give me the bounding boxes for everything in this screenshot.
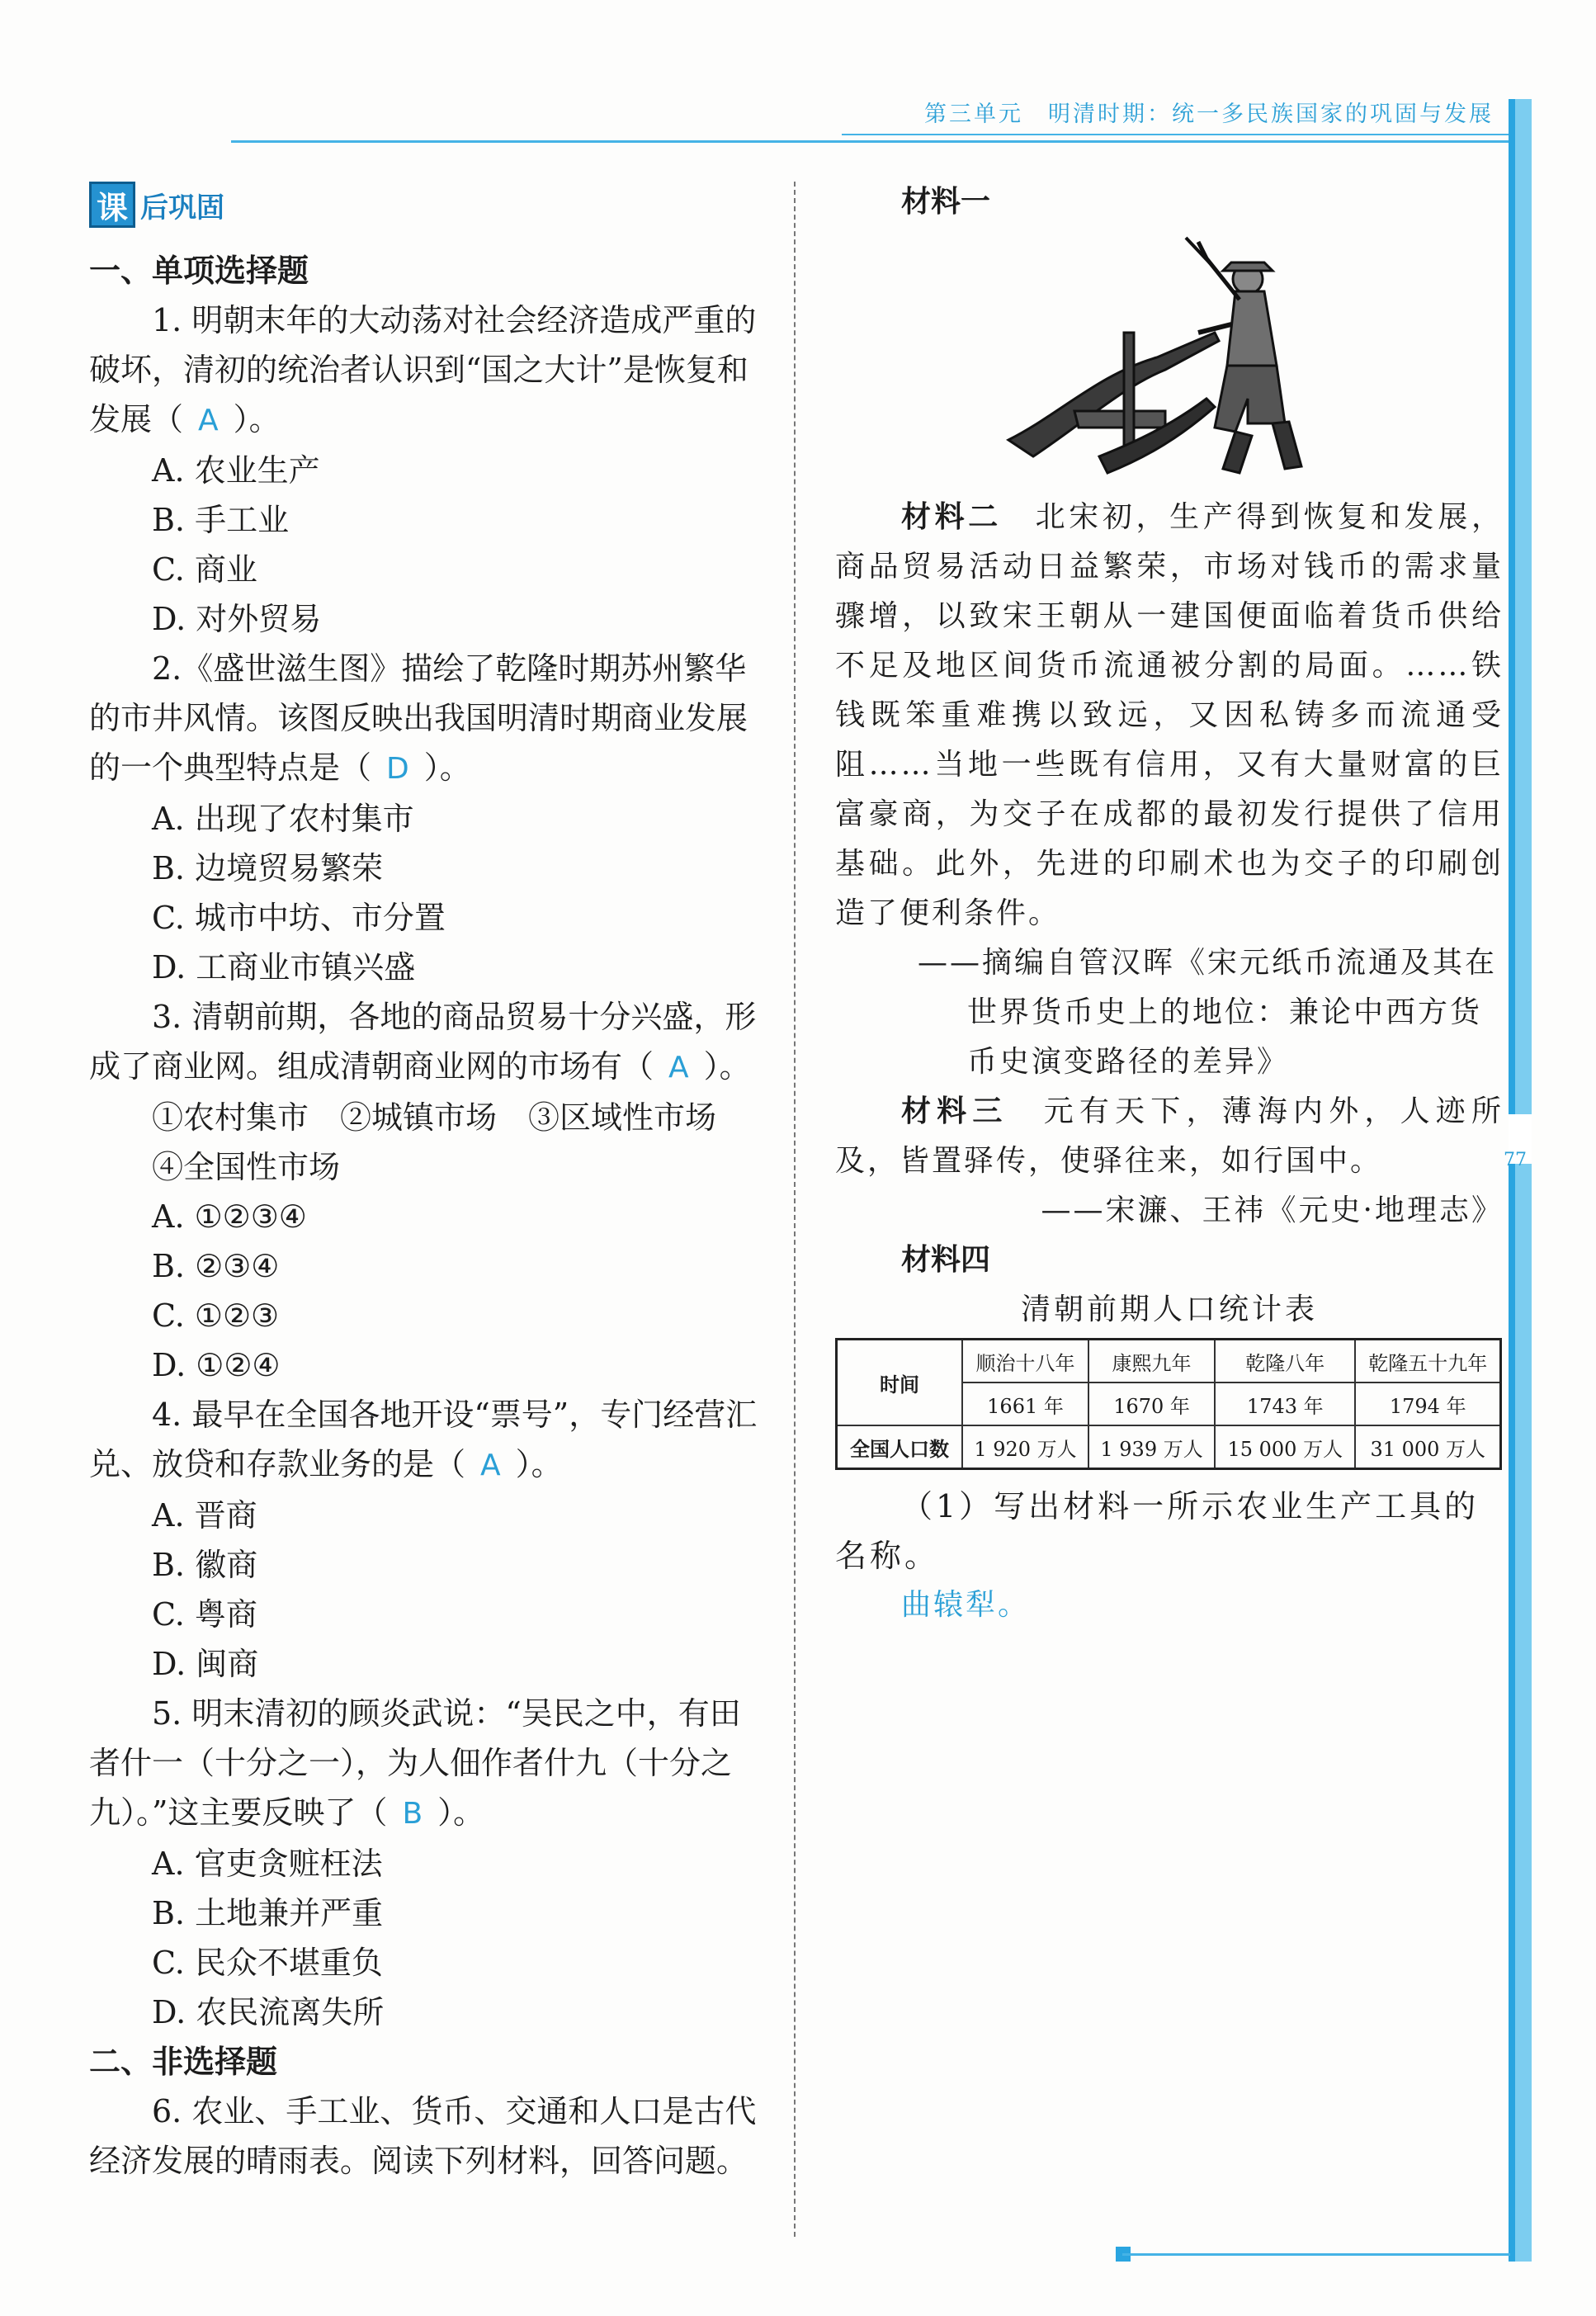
table-cell-year: 1794 年 (1355, 1383, 1500, 1425)
section-title-single-choice: 一、单项选择题 (89, 253, 309, 289)
population-table-title: 清朝前期人口统计表 (1020, 1293, 1318, 1326)
question-5-option-a: A. 官吏贪赃枉法 (152, 1846, 383, 1882)
question-1-answer: A (198, 404, 219, 437)
question-3-statements-line-2: ④全国性市场 (152, 1149, 341, 1185)
question-2-option-c: C. 城市中坊、市分置 (152, 900, 446, 936)
table-row-label-population: 全国人口数 (837, 1425, 963, 1469)
table-cell-reign: 康熙九年 (1088, 1340, 1215, 1383)
question-3-statements-line-1: ①农村集市 ②城镇市场 ③区域性市场 (152, 1099, 717, 1136)
question-3-answer: A (668, 1051, 689, 1085)
material-2-paragraph: 材料二 北宋初，生产得到恢复和发展，商品贸易活动日益繁荣，市场对钱币的需求量骤增，以致宋王朝从一建国便面临着货币供给不足及地区间货币流通被分割的局面。……铁钱既笨重难携以致远，又因私铸多而流通受阻……当地一些既有信用，又有大量财富的巨富豪商，为交子在成都的最初发行提供了信用基础。此外，先进的印刷术也为交子的印刷创造了便利条件。 (835, 500, 1504, 930)
question-3-option-b: B. ②③④ (152, 1248, 280, 1284)
material-2-label: 材料二 (901, 500, 1002, 534)
question-4-option-c: C. 粤商 (152, 1596, 257, 1633)
question-2-stem: 2.《盛世滋生图》描绘了乾隆时期苏州繁华的市井风情。该图反映出我国明清时期商业发展的一个典型特点是（ D ）。 (89, 650, 748, 786)
unit-header-title: 第三单元 明清时期：统一多民族国家的巩固与发展 (924, 102, 1494, 127)
sub-question-1: （1）写出材料一所示农业生产工具的名称。 (835, 1488, 1480, 1574)
question-1-option-b: B. 手工业 (152, 502, 290, 538)
question-1-option-d: D. 对外贸易 (152, 601, 322, 637)
sub-question-1-answer: 曲辕犁。 (901, 1588, 1031, 1622)
question-1-option-a: A. 农业生产 (152, 452, 320, 489)
material-2-source: ——摘编自管汉晖《宋元纸币流通及其在世界货币史上的地位：兼论中西方货币史演变路径的差异》 (918, 946, 1498, 1079)
table-cell-year: 1743 年 (1215, 1383, 1355, 1425)
table-row (837, 1425, 1501, 1469)
question-4-option-a: A. 晋商 (152, 1497, 257, 1534)
question-5-option-c: C. 民众不堪重负 (152, 1945, 383, 1981)
material-3-source: ——宋濂、王祎《元史·地理志》 (1041, 1193, 1504, 1227)
page-number: 77 (1504, 1150, 1527, 1170)
question-3-option-d: D. ①②④ (152, 1347, 281, 1383)
material-4-label: 材料四 (901, 1243, 991, 1277)
question-5-option-d: D. 农民流离失所 (152, 1994, 385, 2030)
section-title-non-choice: 二、非选择题 (89, 2044, 278, 2080)
question-3-option-c: C. ①②③ (152, 1297, 280, 1334)
question-1-stem: 1. 明朝末年的大动荡对社会经济造成严重的破坏，清初的统治者认识到“国之大计”是恢复和发展（ A ）。 (89, 302, 757, 437)
material-3-paragraph: 材料三 元有天下，薄海内外，人迹所及，皆置驿传，使驿往来，如行国中。 (835, 1094, 1504, 1178)
question-2-option-b: B. 边境贸易繁荣 (152, 850, 384, 886)
population-table (835, 1338, 1502, 1470)
question-3-option-a: A. ①②③④ (152, 1198, 307, 1235)
table-row-label-time: 时间 (837, 1340, 963, 1426)
table-cell-reign: 乾隆五十九年 (1355, 1340, 1500, 1383)
right-margin-band (1515, 99, 1532, 2262)
question-4-option-d: D. 闽商 (152, 1646, 259, 1682)
table-cell-population: 31 000 万人 (1355, 1425, 1500, 1469)
table-cell-year: 1670 年 (1088, 1383, 1215, 1425)
table-cell-population: 1 939 万人 (1088, 1425, 1215, 1469)
question-6-stem: 6. 农业、手工业、货币、交通和人口是古代经济发展的晴雨表。阅读下列材料，回答问题。 (89, 2093, 757, 2179)
plough-farmer-icon (1000, 234, 1347, 481)
question-1-option-c: C. 商业 (152, 551, 257, 588)
question-4-option-b: B. 徽商 (152, 1547, 258, 1583)
table-cell-reign: 顺治十八年 (962, 1340, 1088, 1383)
question-3-stem: 3. 清朝前期，各地的商品贸易十分兴盛，形成了商业网。组成清朝商业网的市场有（ A ）。 (89, 999, 757, 1085)
material-3-label: 材料三 (901, 1094, 1008, 1128)
ke-badge-icon: 课 (89, 182, 135, 228)
header-rule-upper (842, 134, 1510, 135)
right-margin-band-dark (1509, 99, 1515, 2262)
right-column (835, 177, 1504, 1630)
table-cell-population: 15 000 万人 (1215, 1425, 1355, 1469)
table-cell-reign: 乾隆八年 (1215, 1340, 1355, 1383)
question-2-option-a: A. 出现了农村集市 (152, 801, 414, 837)
question-2-option-d: D. 工商业市镇兴盛 (152, 949, 416, 985)
column-divider (794, 182, 796, 2237)
footer-rule (1122, 2253, 1510, 2256)
question-4-answer: A (480, 1449, 501, 1482)
header-rule (231, 140, 1510, 143)
material-1-label: 材料一 (901, 185, 991, 219)
table-cell-year: 1661 年 (962, 1383, 1088, 1425)
ke-badge-text: 后巩固 (140, 191, 224, 225)
after-class-badge (89, 182, 758, 228)
question-4-stem: 4. 最早在全国各地开设“票号”，专门经营汇兑、放贷和存款业务的是（ A ）。 (89, 1397, 758, 1482)
table-row (837, 1340, 1501, 1383)
material-1-figure (835, 234, 1504, 481)
question-5-answer: B (402, 1797, 423, 1831)
question-5-stem: 5. 明末清初的顾炎武说：“吴民之中，有田者什一（十分之一），为人佃作者什九（十分之九）。”这主要反映了（ B ）。 (89, 1695, 741, 1831)
question-5-option-b: B. 土地兼并严重 (152, 1895, 384, 1931)
left-column (89, 182, 758, 2186)
table-cell-population: 1 920 万人 (962, 1425, 1088, 1469)
question-2-answer: D (386, 752, 409, 786)
